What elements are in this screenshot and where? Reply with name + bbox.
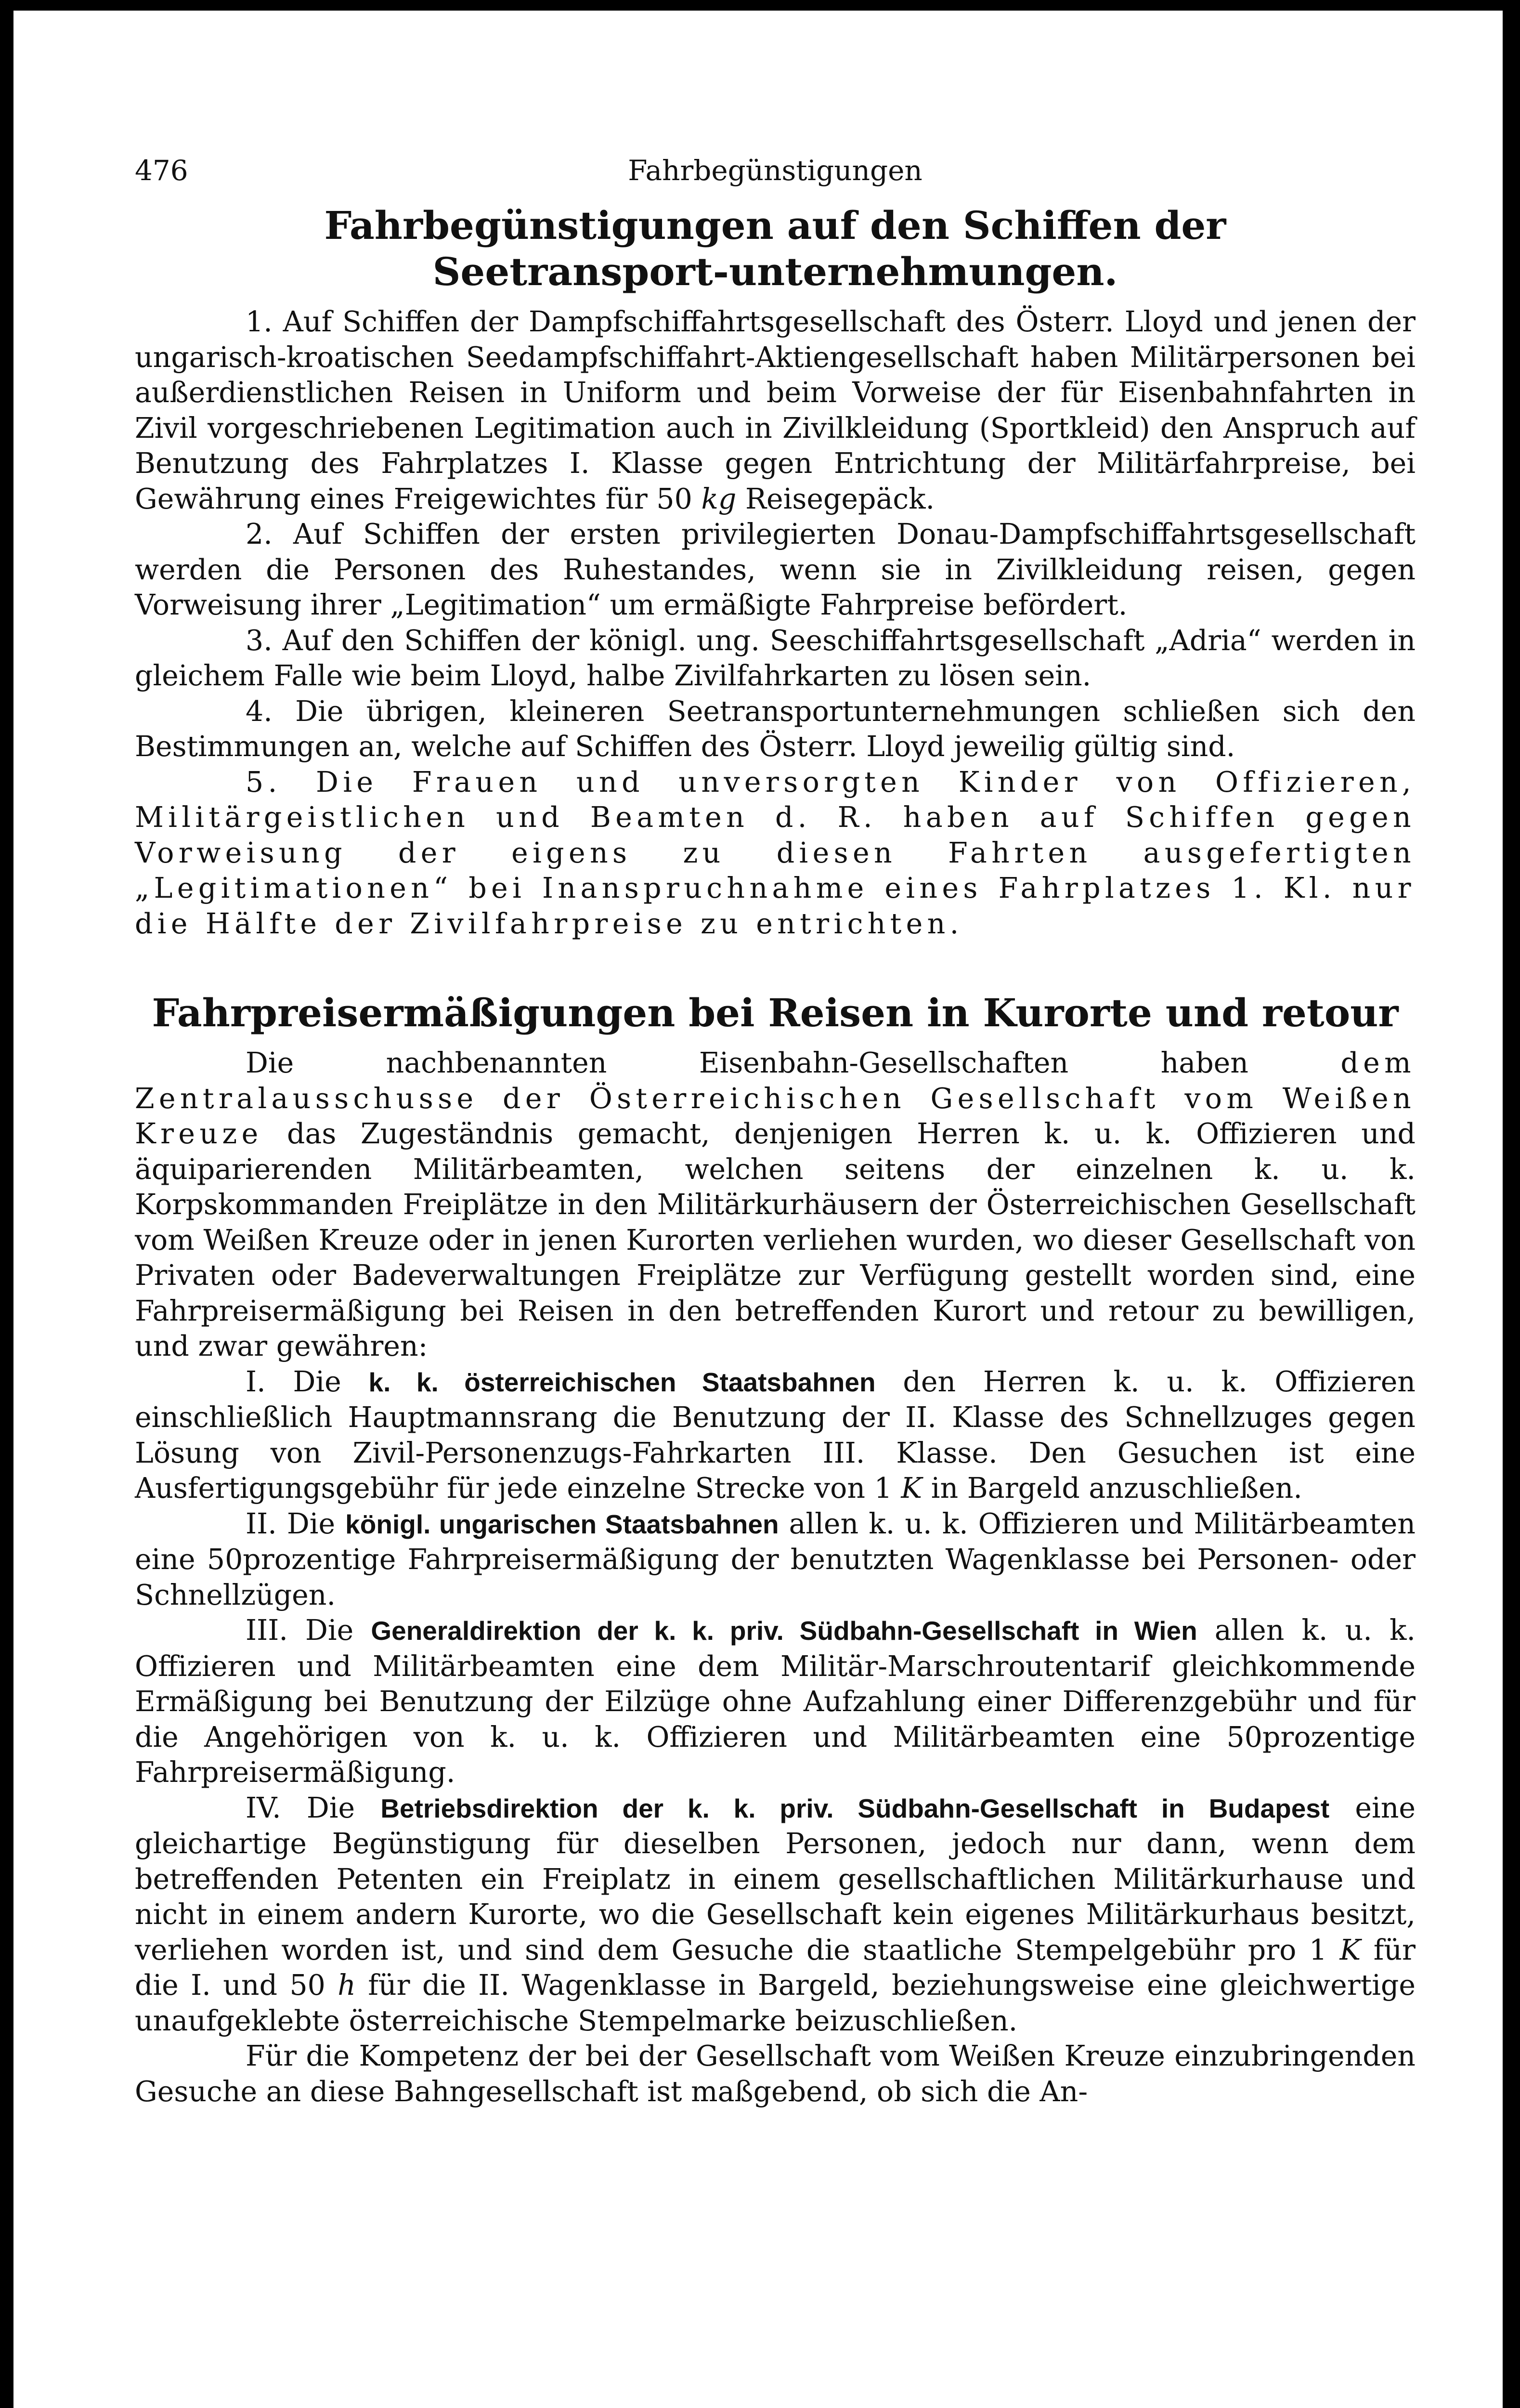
section-title-spa-travel: Fahrpreisermäßigungen bei Reisen in Kurorte und retour — [152, 990, 1399, 1035]
scan-border-top — [0, 0, 1520, 11]
paragraph-I: I. Die k. k. österreichischen Staatsbahnen den Herren k. u. k. Offizieren einschließlich Hauptmannsrang die Benutzung der II. Klasse des Schnellzuges gegen Lösung von Zivil-Personenzugs-Fahrkarten III. Klasse. Den Gesuchen ist eine Ausfertigungsgebühr für jede einzelne Strecke von 1 K in Bargeld anzuschließen. — [135, 1365, 1416, 1505]
paragraph-intro: Die nachbenannten Eisenbahn-Gesellschaften haben dem Zentralausschusse der Österreichischen Gesellschaft vom Weißen Kreuze das Zugeständnis gemacht, denjenigen Herren k. u. k. Offizieren und äquiparierenden Militärbeamten, welchen seitens der einzelnen k. u. k. Korpskommanden Freiplätze in den Militärkurhäusern der Österreichischen Gesellschaft vom Weißen Kreuze oder in jenen Kurorten verliehen wurden, wo dieser Gesellschaft von Privaten oder Badeverwaltungen Freiplätze zur Verfügung gestellt worden sind, eine Fahrpreisermäßigung bei Reisen in den betreffenden Kurort und retour zu bewilligen, und zwar gewähren: — [135, 1047, 1416, 1362]
spaced-text: dem Zentralausschusse der Österreichischen Gesellschaft vom Weißen Kreuze — [135, 1047, 1416, 1150]
scan-border-left — [0, 0, 13, 2408]
page-number: 476 — [135, 154, 188, 187]
paragraph-1: 1. Auf Schiffen der Dampfschiffahrtsgesellschaft des Österr. Lloyd und jenen der ungarisch-kroatischen Seedampfschiffahrt-Aktiengesellschaft haben Militärpersonen bei außerdienstlichen Reisen in Uniform und beim Vorweise der für Eisenbahnfahrten in Zivil vorgeschriebenen Legitimation auch in Zivilkleidung (Sportkleid) den Anspruch auf Benutzung des Fahrplatzes I. Klasse gegen Entrichtung der Militärfahrpreise, bei Gewährung eines Freigewichtes für 50 kg Reisegepäck. — [135, 305, 1416, 515]
paragraph-4: 4. Die übrigen, kleineren Seetransportunternehmungen schließen sich den Bestimmungen an, welche auf Schiffen des Österr. Lloyd jeweilig gültig sind. — [135, 694, 1416, 763]
paragraph-5: 5. Die Frauen und unversorgten Kinder von Offizieren, Militärgeistlichen und Beamten d. R. haben auf Schiffen gegen Vorweisung der eigens zu diesen Fahrten ausgefertigten „Legitimationen“ bei Inanspruchnahme eines Fahrplatzes 1. Kl. nur die Hälfte der Zivilfahrpreise zu entrichten. — [135, 765, 1416, 940]
paragraph-2: 2. Auf Schiffen der ersten privilegierten Donau-Dampfschiffahrtsgesellschaft werden die Personen des Ruhestandes, wenn sie in Zivilkleidung reisen, gegen Vorweisung ihrer „Legitimation“ um ermäßigte Fahrpreise befördert. — [135, 518, 1416, 621]
running-head — [135, 144, 1416, 197]
running-title: Fahrbegünstigungen — [628, 154, 922, 187]
railway-name: Generaldirektion der k. k. priv. Südbahn-Gesellschaft in Wien — [371, 1616, 1197, 1646]
scan-border-right — [1503, 0, 1520, 2408]
section-title-sea-transport: Fahrbegünstigungen auf den Schiffen der Seetransport-unternehmungen. — [324, 203, 1226, 294]
railway-name: k. k. österreichischen Staatsbahnen — [368, 1367, 876, 1397]
paragraph-final: Für die Kompetenz der bei der Gesellschaft vom Weißen Kreuze einzubringenden Gesuche an diese Bahngesellschaft ist maßgebend, ob sich die An- — [135, 2040, 1416, 2108]
book-page — [135, 144, 1416, 2109]
railway-name: königl. ungarischen Staatsbahnen — [345, 1509, 779, 1539]
paragraph-III: III. Die Generaldirektion der k. k. priv. Südbahn-Gesellschaft in Wien allen k. u. k. Offizieren und Militärbeamten eine dem Militär-Marschroutentarif gleichkommende Ermäßigung bei Benutzung der Eilzüge ohne Aufzahlung einer Differenzgebühr und für die Angehörigen von k. u. k. Offizieren und Militärbeamten eine 50prozentige Fahrpreisermäßigung. — [135, 1614, 1416, 1789]
unit-kg: kg — [701, 482, 737, 515]
paragraph-IV: IV. Die Betriebsdirektion der k. k. priv. Südbahn-Gesellschaft in Budapest eine gleichartige Begünstigung für dieselben Personen, jedoch nur dann, wenn dem betreffenden Petenten ein Freiplatz in einem gesellschaftlichen Militärkurhause und nicht in einem andern Kurorte, wo die Gesellschaft kein eigenes Militärkurhaus besitzt, verliehen worden ist, und sind dem Gesuche die staatliche Stempelgebühr pro 1 K für die I. und 50 h für die II. Wagenklasse in Bargeld, beziehungsweise eine gleichwertige unaufgeklebte österreichische Stempelmarke beizuschließen. — [135, 1791, 1416, 2037]
paragraph-II: II. Die königl. ungarischen Staatsbahnen allen k. u. k. Offizieren und Militärbeamten eine 50prozentige Fahrpreisermäßigung der benutzten Wagenklasse bei Personen- oder Schnellzügen. — [135, 1507, 1416, 1611]
railway-name: Betriebsdirektion der k. k. priv. Südbahn-Gesellschaft in Budapest — [380, 1793, 1330, 1823]
paragraph-3: 3. Auf den Schiffen der königl. ung. Seeschiffahrtsgesellschaft „Adria“ werden in gleichem Falle wie beim Lloyd, halbe Zivilfahrkarten zu lösen sein. — [135, 624, 1416, 692]
